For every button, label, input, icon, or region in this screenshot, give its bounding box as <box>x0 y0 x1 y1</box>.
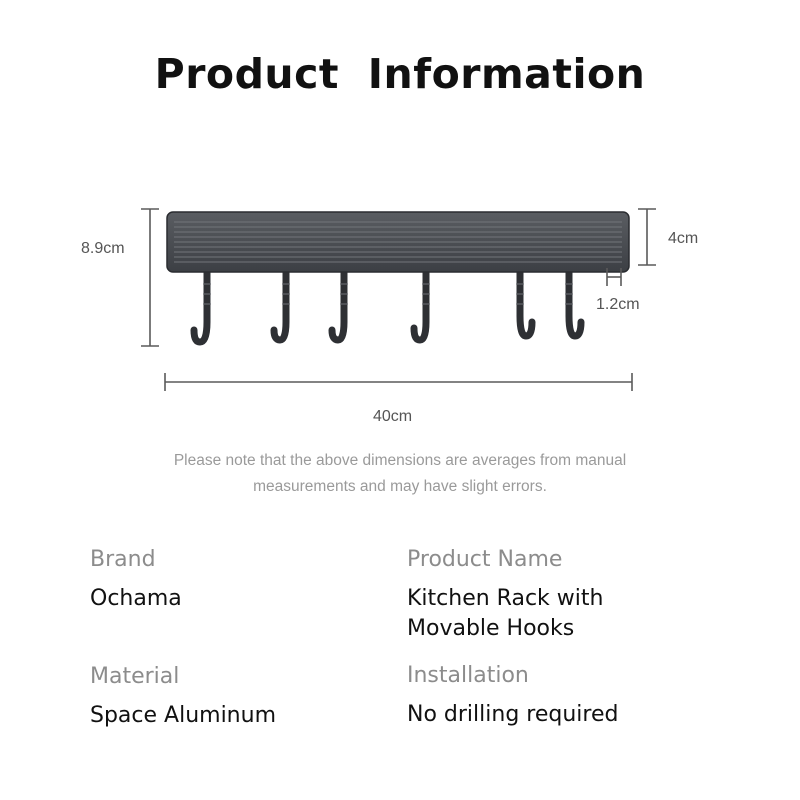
hook-4 <box>414 272 426 340</box>
length-dimension-line <box>165 373 632 391</box>
hook-2 <box>274 272 286 340</box>
spec-product-name-label: Product Name <box>407 547 563 572</box>
bar-height-label: 4cm <box>668 230 699 247</box>
hook-3 <box>332 272 344 340</box>
page-title: Product Information <box>154 50 646 98</box>
bar-height-dimension-line <box>638 209 656 265</box>
measurement-note <box>100 448 700 500</box>
spec-material-label: Material <box>90 664 180 689</box>
note-line-2: measurements and may have slight errors. <box>253 478 547 495</box>
spec-product-name-value: Kitchen Rack with Movable Hooks <box>407 586 604 641</box>
spec-brand-label: Brand <box>90 547 156 572</box>
spec-installation <box>407 661 618 730</box>
hook-1 <box>194 272 207 342</box>
hook-width-label: 1.2cm <box>596 296 640 313</box>
spec-installation-value: No drilling required <box>407 702 619 727</box>
spec-brand <box>90 545 182 614</box>
height-dimension-line <box>141 209 159 346</box>
spec-material <box>90 662 276 731</box>
note-line-1: Please note that the above dimensions are averages from manual <box>173 452 627 469</box>
height-label: 8.9cm <box>81 240 125 257</box>
spec-material-value: Space Aluminum <box>90 703 277 728</box>
spec-product-name <box>407 545 603 644</box>
spec-brand-value: Ochama <box>90 586 182 611</box>
spec-installation-label: Installation <box>407 663 529 688</box>
rack-hooks <box>194 272 581 342</box>
length-label: 40cm <box>373 408 413 425</box>
